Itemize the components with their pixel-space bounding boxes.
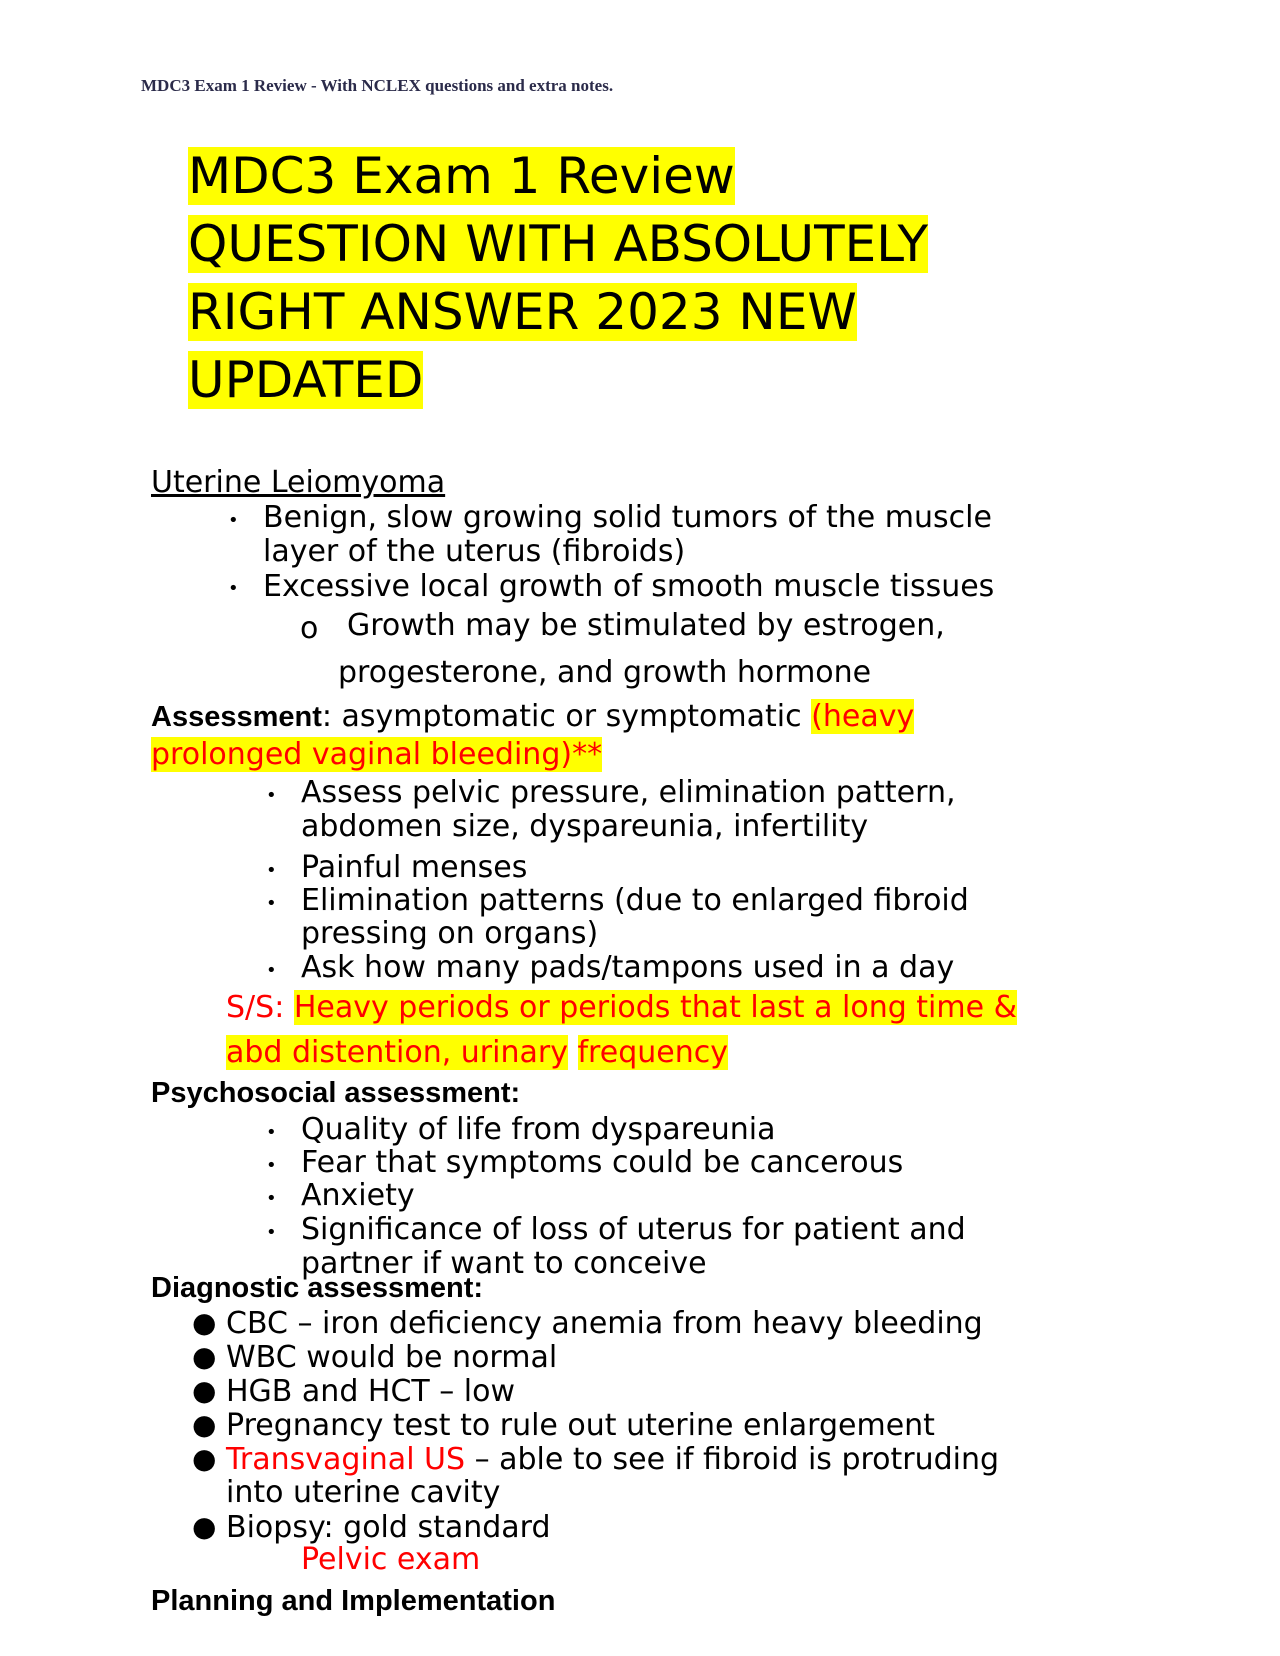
- list-item: Benign, slow growing solid tumors of the muscle layer of the uterus (fibroids): [263, 500, 992, 569]
- bullet-icon: •: [266, 1122, 277, 1143]
- list-item-continued: into uterine cavity: [226, 1475, 501, 1510]
- bullet-icon: ●: [192, 1408, 217, 1441]
- assessment-highlight: (heavy: [811, 699, 915, 734]
- title-line-2: QUESTION WITH ABSOLUTELY: [188, 215, 929, 273]
- list-item: Biopsy: gold standard: [226, 1510, 551, 1545]
- list-item: Excessive local growth of smooth muscle tissues: [263, 569, 995, 604]
- title-line-3: RIGHT ANSWER 2023 NEW: [188, 283, 857, 341]
- list-item: WBC would be normal: [226, 1340, 558, 1375]
- bullet-icon: •: [266, 960, 277, 981]
- bullet-icon: ●: [192, 1374, 217, 1407]
- diagnostic-heading: Diagnostic assessment:: [151, 1272, 484, 1304]
- list-item: Anxiety: [301, 1178, 415, 1213]
- transvaginal-us: Transvaginal US: [226, 1442, 466, 1477]
- bullet-icon: ●: [192, 1340, 217, 1373]
- bullet-icon: ●: [192, 1510, 217, 1543]
- list-item: Quality of life from dyspareunia: [301, 1112, 776, 1147]
- document-header: MDC3 Exam 1 Review - With NCLEX questions and extra notes.: [141, 76, 614, 95]
- ss-line-1: S/S: Heavy periods or periods that last a long time &: [226, 990, 1017, 1025]
- list-item: Ask how many pads/tampons used in a day: [301, 950, 955, 985]
- assessment-line: Assessment: asymptomatic or symptomatic (heavy: [151, 699, 915, 734]
- ss-label: S/S:: [226, 990, 294, 1025]
- bullet-icon: ●: [192, 1442, 217, 1475]
- list-item: Fear that symptoms could be cancerous: [301, 1145, 904, 1180]
- ss-line-2: abd distention, urinary frequency: [226, 1035, 728, 1070]
- title-line-1: MDC3 Exam 1 Review: [188, 147, 735, 205]
- assessment-label: Assessment: [151, 701, 322, 733]
- bullet-icon: •: [228, 510, 239, 531]
- list-item: HGB and HCT – low: [226, 1374, 516, 1409]
- document-title: [188, 142, 928, 414]
- bullet-icon: •: [266, 1222, 277, 1243]
- sub-bullet-line-1: Growth may be stimulated by estrogen,: [347, 608, 945, 643]
- list-item: Transvaginal US – able to see if fibroid is protruding: [226, 1442, 1000, 1477]
- sub-bullet-line-2: progesterone, and growth hormone: [338, 655, 872, 690]
- bullet-icon: •: [266, 1188, 277, 1209]
- list-item: Assess pelvic pressure, elimination pattern, abdomen size, dyspareunia, infertility: [301, 775, 956, 844]
- list-item: CBC – iron deficiency anemia from heavy bleeding: [226, 1306, 983, 1341]
- title-line-4: UPDATED: [188, 351, 424, 409]
- list-item: Elimination patterns (due to enlarged fibroid pressing on organs): [301, 883, 969, 951]
- assessment-line-2: prolonged vaginal bleeding)**: [151, 737, 603, 772]
- bullet-icon: •: [266, 785, 277, 806]
- section-title: Uterine Leiomyoma: [151, 465, 446, 500]
- planning-heading: Planning and Implementation: [151, 1585, 556, 1617]
- bullet-icon: •: [266, 1155, 277, 1176]
- bullet-icon: •: [266, 860, 277, 881]
- pelvic-exam: Pelvic exam: [301, 1542, 481, 1577]
- list-item: Significance of loss of uterus for patient and partner if want to conceive: [301, 1212, 966, 1281]
- list-item: Pregnancy test to rule out uterine enlargement: [226, 1408, 935, 1443]
- psychosocial-heading: Psychosocial assessment:: [151, 1077, 521, 1109]
- bullet-icon: •: [228, 578, 239, 599]
- sub-bullet-marker: o: [300, 611, 319, 646]
- bullet-icon: ●: [192, 1306, 217, 1339]
- bullet-icon: •: [266, 893, 277, 914]
- list-item: Painful menses: [301, 850, 528, 885]
